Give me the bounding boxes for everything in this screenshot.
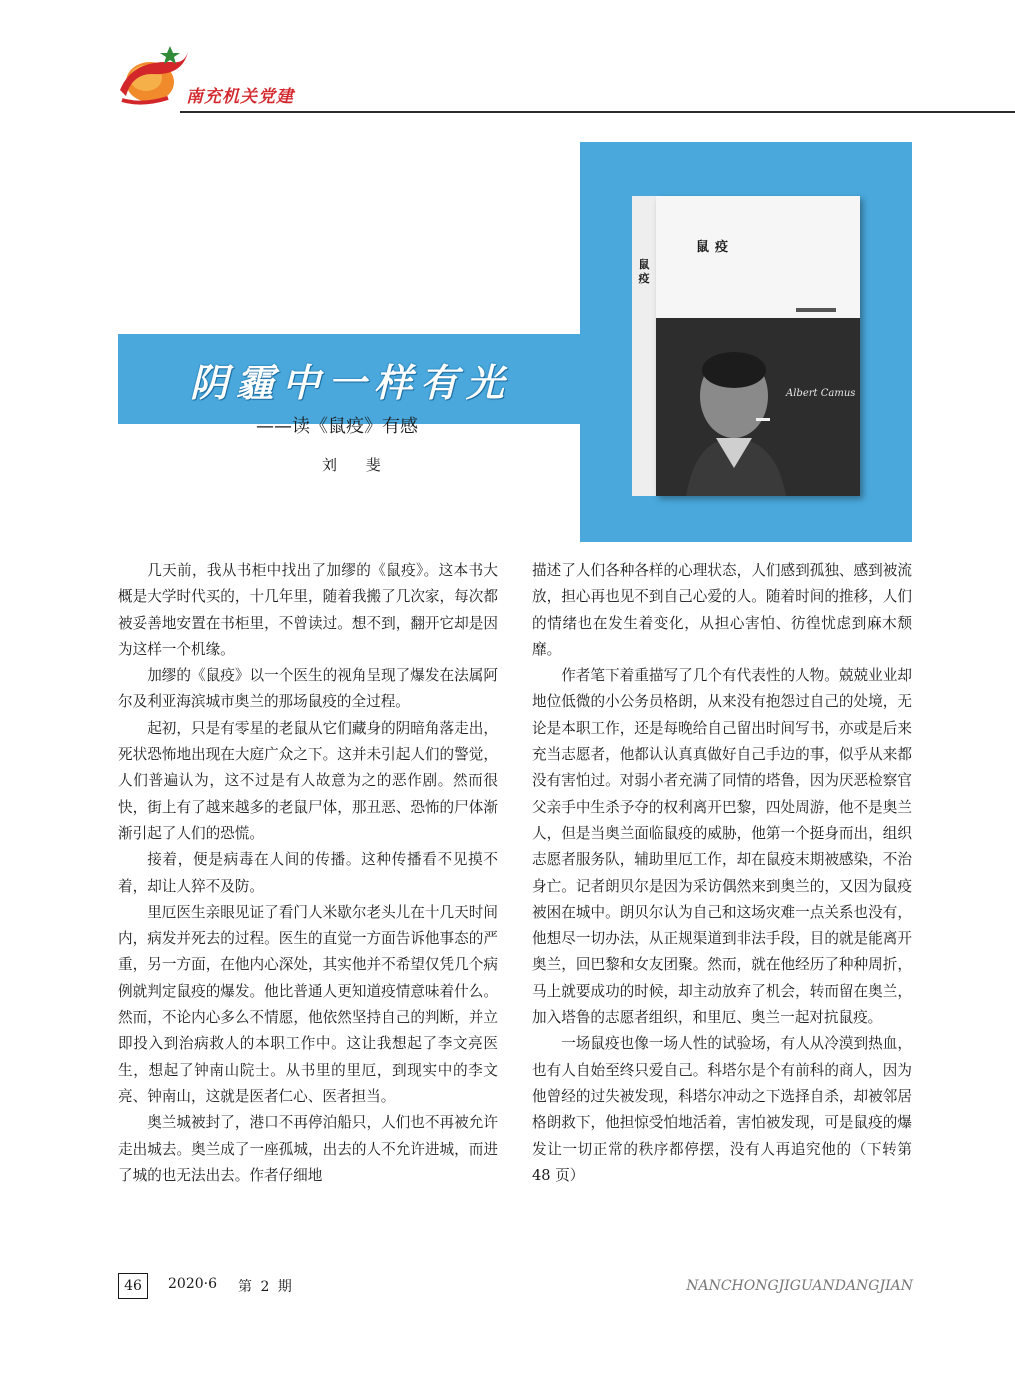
- magazine-title: 南充机关党建: [186, 87, 294, 107]
- header-divider: [180, 111, 1015, 113]
- paragraph: 起初，只是有零星的老鼠从它们藏身的阴暗角落走出，死状恐怖地出现在大庭广众之下。这并未引起人们的警觉，人们普遍认为，这不过是有人故意为之的恶作剧。然而很快，街上有了越来越多的老鼠尸体，那丑恶、恐怖的尸体渐渐引起了人们的恐慌。: [118, 719, 498, 842]
- book-spine: [632, 196, 657, 496]
- book-cover-image: [632, 196, 860, 496]
- author-portrait: [656, 318, 860, 496]
- publisher-mark: [796, 308, 836, 312]
- issue-number: 第 2 期: [238, 1279, 294, 1295]
- issue-date: 2020·6: [168, 1276, 217, 1292]
- book-title: 鼠疫: [696, 240, 735, 255]
- article-subtitle: ——读《鼠疫》有感: [256, 416, 418, 437]
- author-signature: Albert Camus: [786, 388, 856, 399]
- book-spine-title: 鼠疫: [638, 258, 650, 285]
- paragraph: 描述了人们各种各样的心理状态，人们感到孤独、感到被流放，担心再也见不到自己心爱的人。随着时间的推移，人们的情绪也在发生着变化，从担心害怕、彷徨忧虑到麻木颓靡。: [532, 562, 912, 658]
- page-header: [0, 0, 1015, 120]
- page-number: 46: [118, 1273, 148, 1299]
- magazine-pinyin: NANCHONGJIGUANDANGJIAN: [686, 1278, 913, 1294]
- portrait-icon: [656, 318, 860, 496]
- paragraph: 加缪的《鼠疫》以一个医生的视角呈现了爆发在法属阿尔及利亚海滨城市奥兰的那场鼠疫的全过程。: [118, 667, 498, 711]
- paragraph: 几天前，我从书柜中找出了加缪的《鼠疫》。这本书大概是大学时代买的，十几年里，随着我搬了几次家，每次都被妥善地安置在书柜里，不曾读过。想不到，翻开它却是因为这样一个机缘。: [118, 562, 498, 658]
- text-column-left: [118, 558, 498, 1189]
- text-column-right: [532, 558, 912, 1189]
- paragraph: 奥兰城被封了，港口不再停泊船只，人们也不再被允许走出城去。奥兰成了一座孤城，出去的人不允许进城，而进了城的也无法出去。作者仔细地: [118, 1114, 498, 1184]
- paragraph: 接着，便是病毒在人间的传播。这种传播看不见摸不着，却让人猝不及防。: [118, 851, 498, 895]
- party-logo-icon: [112, 40, 190, 112]
- paragraph: 里厄医生亲眼见证了看门人米歇尔老头儿在十几天时间内，病发并死去的过程。医生的直觉一方面告诉他事态的严重，另一方面，在他内心深处，其实他并不希望仅凭几个病例就判定鼠疫的爆发。他比普通人更知道疫情意味着什么。然而，不论内心多么不情愿，他依然坚持自己的判断，并立即投入到治病救人的本职工作中。这让我想起了李文亮医生，想起了钟南山院士。从书里的里厄，到现实中的李文亮、钟南山，这就是医者仁心、医者担当。: [118, 903, 498, 1105]
- article-author: 刘 斐: [322, 456, 393, 474]
- article-title: 阴霾中一样有光: [190, 360, 513, 405]
- paragraph: 一场鼠疫也像一场人性的试验场，有人从冷漠到热血，也有人自始至终只爱自己。科塔尔是个有前科的商人，因为他曾经的过失被发现，科塔尔冲动之下选择自杀，却被邻居格朗救下，他担惊受怕地活着，害怕被发现，可是鼠疫的爆发让一切正常的秩序都停摆，没有人再追究他的（下转第 48 页）: [532, 1035, 912, 1184]
- paragraph: 作者笔下着重描写了几个有代表性的人物。兢兢业业却地位低微的小公务员格朗，从来没有抱怨过自己的处境，无论是本职工作，还是每晚给自己留出时间写书，亦或是后来充当志愿者，他都认认真真做好自己手边的事，似乎从来都没有害怕过。对弱小者充满了同情的塔鲁，因为厌恶检察官父亲手中生杀予夺的权利离开巴黎，四处周游，他不是奥兰人，但是当奥兰面临鼠疫的威胁，他第一个挺身而出，组织志愿者服务队，辅助里厄工作，却在鼠疫末期被感染，不治身亡。记者朗贝尔是因为采访偶然来到奥兰的，又因为鼠疫被困在城中。朗贝尔认为自己和这场灾难一点关系也没有，他想尽一切办法，从正规渠道到非法手段，目的就是能离开奥兰，回巴黎和女友团聚。然而，就在他经历了种种周折，马上就要成功的时候，却主动放弃了机会，转而留在奥兰，加入塔鲁的志愿者组织，和里厄、奥兰一起对抗鼠疫。: [532, 667, 912, 1027]
